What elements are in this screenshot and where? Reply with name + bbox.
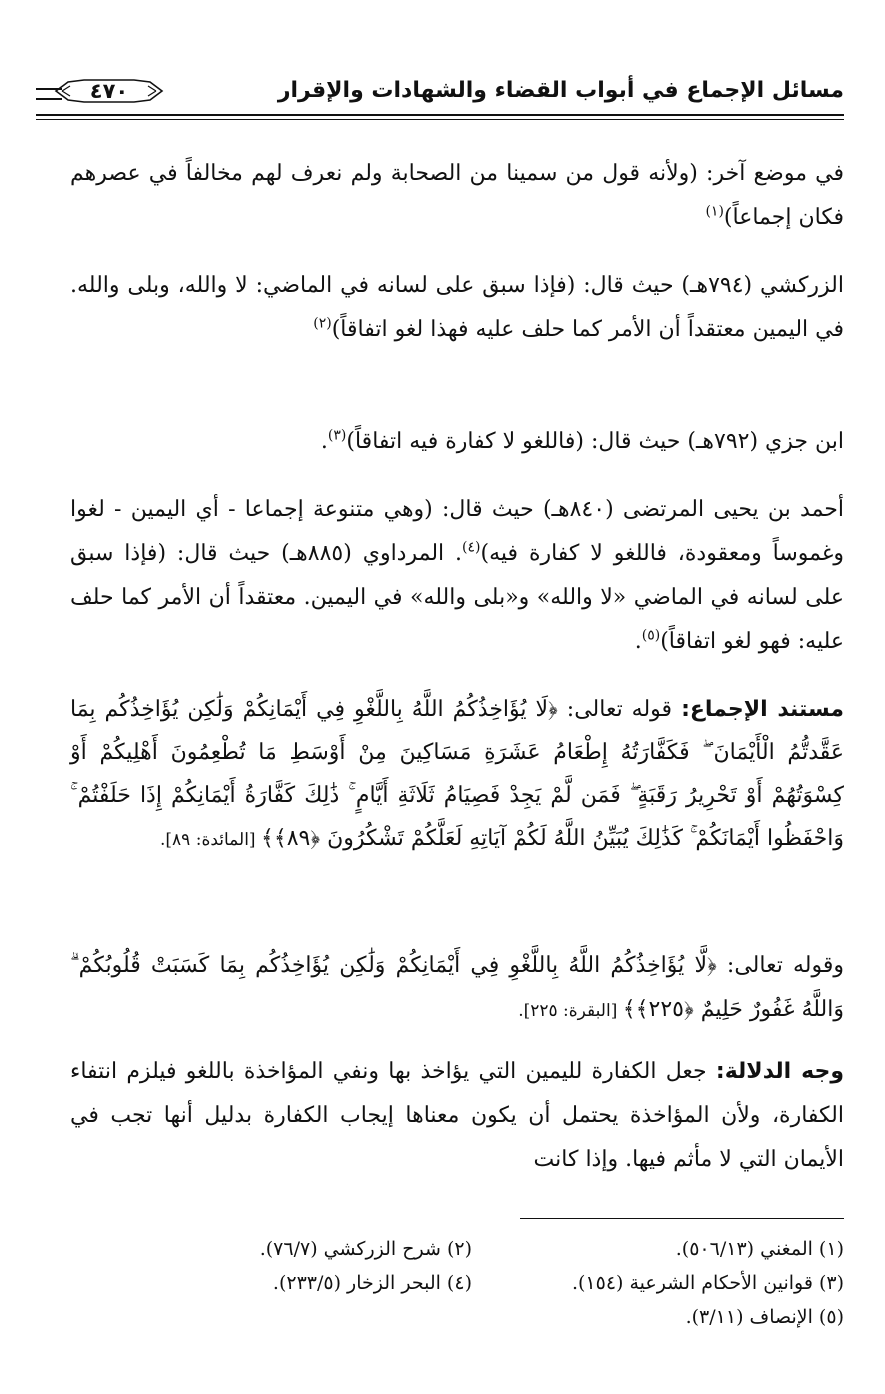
footnote: (٥) الإنصاف (٣/١١).: [685, 1306, 844, 1328]
page-number: ٤٧٠: [89, 79, 129, 103]
paragraph-evidence: [70, 688, 844, 862]
paragraph-text: في موضع آخر: (ولأنه قول من سمينا من الصحابة ولم نعرف لهم مخالفاً في عصرهم فكان إجماعاً): [70, 161, 844, 230]
paragraph-text: وقوله تعالى:: [716, 953, 844, 978]
header-rule-thin: [36, 119, 844, 120]
paragraph-text: الزركشي (٧٩٤هـ) حيث قال: (فإذا سبق على لسانه في الماضي: لا والله، وبلى والله. في اليمين معتقداً أن الأمر كما حلف عليه فهذا لغو اتفاقاً): [70, 273, 844, 342]
page-number-ornament: [54, 76, 164, 106]
footnote-marker[interactable]: (٢): [313, 315, 332, 332]
footnote: (٢) شرح الزركشي (٧٦/٧).: [259, 1238, 472, 1260]
footnote-marker[interactable]: (١): [705, 203, 724, 220]
verse-reference: [المائدة: ٨٩].: [160, 830, 261, 850]
quran-verse: ﴿لَا يُؤَاخِذُكُمُ اللَّهُ بِاللَّغْوِ فِي أَيْمَانِكُمْ وَلَٰكِن يُؤَاخِذُكُم بِمَا عَقَّدتُّمُ الْأَيْمَانَ ۖ فَكَفَّارَتُهُ إِطْعَامُ عَشَرَةِ مَسَاكِينَ مِنْ أَوْسَطِ مَا تُطْعِمُونَ أَهْلِيكُمْ أَوْ كِسْوَتُهُمْ أَوْ تَحْرِيرُ رَقَبَةٍ ۖ فَمَن لَّمْ يَجِدْ فَصِيَامُ ثَلَاثَةِ أَيَّامٍ ۚ ذَٰلِكَ كَفَّارَةُ أَيْمَانِكُمْ إِذَا حَلَفْتُمْ ۚ وَاحْفَظُوا أَيْمَانَكُمْ ۚ كَذَٰلِكَ يُبَيِّنُ اللَّهُ لَكُمْ آيَاتِهِ لَعَلَّكُمْ تَشْكُرُونَ ﴿٨٩﴾﴾: [70, 697, 844, 851]
footnotes: [100, 1232, 844, 1334]
footnote-row: [100, 1266, 844, 1300]
header-rule: [36, 114, 844, 116]
footnote: (٣) قوانين الأحكام الشرعية (١٥٤).: [571, 1272, 844, 1294]
paragraph-evidence-2: [70, 944, 844, 1033]
quran-verse: ﴿لَّا يُؤَاخِذُكُمُ اللَّهُ بِاللَّغْوِ فِي أَيْمَانِكُمْ وَلَٰكِن يُؤَاخِذُكُم بِمَا كَسَبَتْ قُلُوبُكُمْ ۗ وَاللَّهُ غَفُورٌ حَلِيمٌ ﴿٢٢٥﴾﴾: [70, 953, 844, 1022]
footnote-marker[interactable]: (٥): [641, 627, 661, 644]
paragraph-3: ابن جزي (٧٩٢هـ) حيث قال: (فاللغو لا كفارة فيه اتفاقاً)$^{(٣)}$.: [320, 427, 844, 454]
paragraph-text: أحمد بن يحيى المرتضى (٨٤٠هـ) حيث قال: (وهي متنوعة إجماعا - أي اليمين - لغوا وغموساً ومعقودة، فاللغو لا كفارة فيه): [70, 497, 845, 566]
page-header: [36, 74, 844, 126]
header-ornament-line: [36, 88, 62, 100]
footnote-marker[interactable]: (٤): [462, 539, 481, 556]
paragraph-text: . المرداوي (٨٨٥هـ) حيث قال: (فإذا سبق على لسانه في الماضي «لا والله» و«بلى والله» في اليمين. معتقداً أن الأمر كما حلف عليه: فهو لغو اتفاقاً): [70, 541, 844, 654]
footnote: (٤) البحر الزخار (٢٣٣/٥).: [272, 1272, 472, 1294]
paragraph-text: قوله تعالى:: [557, 697, 682, 722]
footnote: (١) المغني (٥٠٦/١٣).: [675, 1238, 844, 1260]
paragraph-text: ابن جزي (٧٩٢هـ) حيث قال: (فاللغو لا كفارة فيه اتفاقاً): [346, 429, 844, 454]
paragraph-2: [70, 264, 844, 352]
footnote-separator: [520, 1218, 844, 1219]
running-title: مسائل الإجماع في أبواب القضاء والشهادات والإقرار: [277, 78, 844, 103]
section-lead: وجه الدلالة:: [715, 1059, 845, 1084]
footnote-row: [100, 1232, 844, 1266]
verse-reference: [البقرة: ٢٢٥].: [518, 1001, 623, 1021]
paragraph-text: جعل الكفارة لليمين التي يؤاخذ بها ونفي المؤاخذة باللغو فيلزم انتفاء الكفارة، ولأن المؤاخذة يحتمل أن يكون معناها إيجاب الكفارة بدليل أنها تجب في الأيمان التي لا مأثم فيها. وإذا كانت: [70, 1059, 844, 1172]
footnote: [100, 1300, 472, 1334]
paragraph-4: أحمد بن يحيى المرتضى (٨٤٠هـ) حيث قال: (وهي متنوعة إجماعا - أي اليمين - لغوا وغموساً ومعقودة، فاللغو لا كفارة فيه)$^{(٤)}$. المرداوي (٨٨٥هـ) حيث قال: (فإذا سبق على لسانه في الماضي «لا والله» و«بلى والله» في اليمين. معتقداً أن الأمر كما حلف عليه: فهو لغو اتفاقاً)$^{(٥)}$.: [70, 497, 845, 654]
section-lead: مستند الإجماع:: [681, 697, 845, 722]
paragraph-indication: [70, 1050, 844, 1182]
footnote-marker[interactable]: (٣): [327, 427, 347, 444]
footnote-row: [100, 1300, 844, 1334]
paragraph-1: [70, 152, 844, 240]
